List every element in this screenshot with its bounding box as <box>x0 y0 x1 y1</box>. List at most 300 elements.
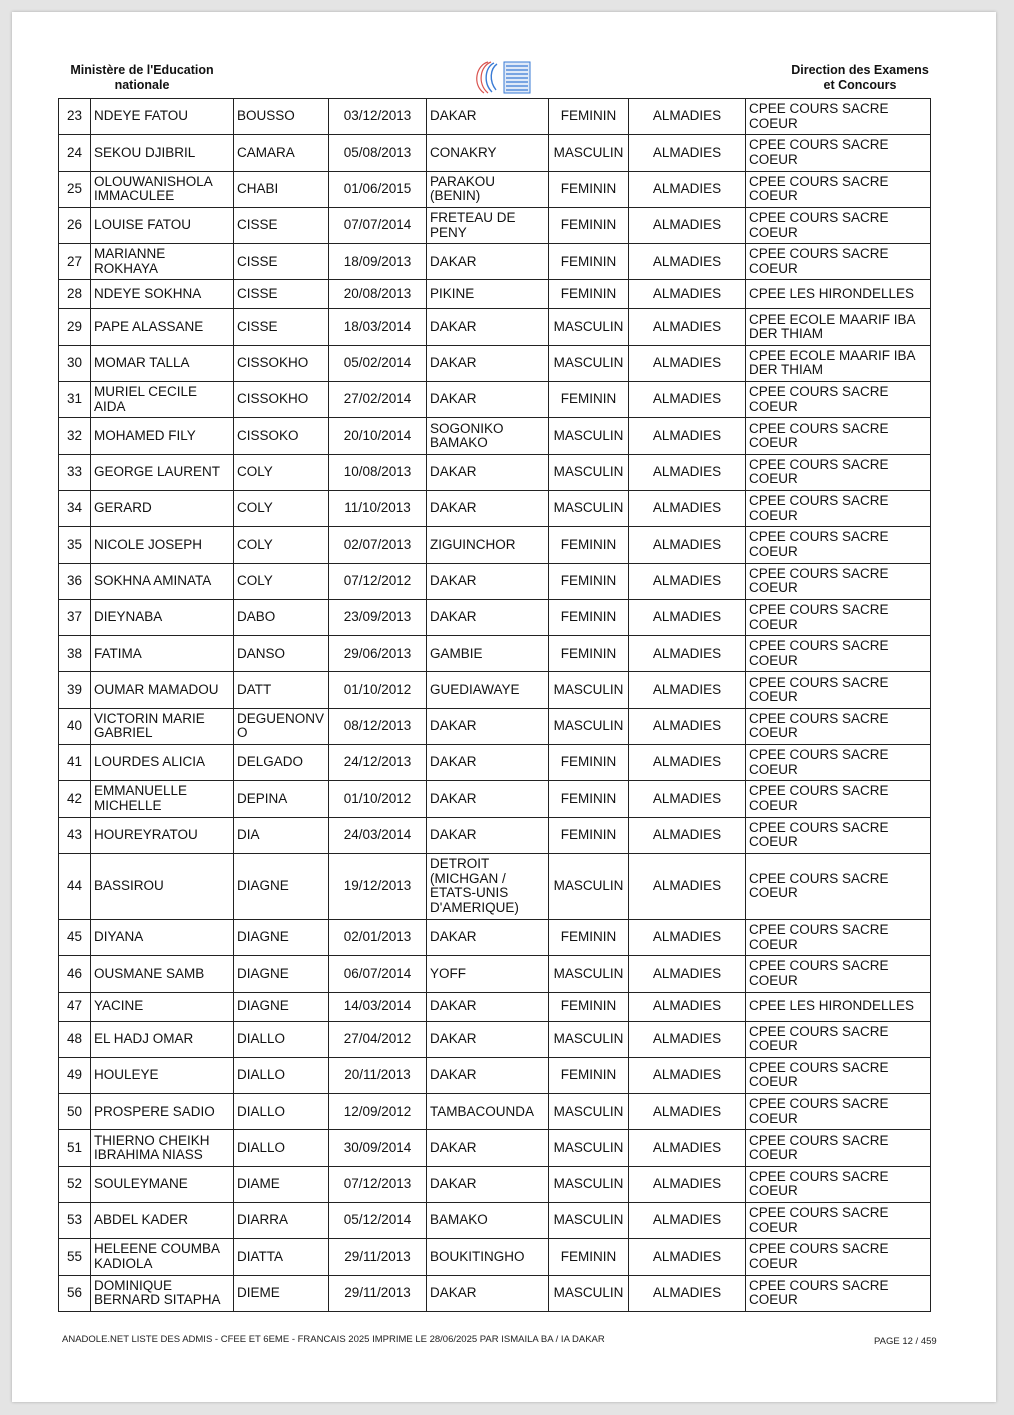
birth-date-cell: 11/10/2013 <box>329 490 427 526</box>
birth-date-cell: 24/03/2014 <box>329 817 427 853</box>
birth-date-cell: 27/04/2012 <box>329 1021 427 1057</box>
birth-place-cell: DAKAR <box>427 309 549 345</box>
gender-cell: FEMININ <box>549 244 629 280</box>
birth-place-cell: YOFF <box>427 956 549 992</box>
center-cell: ALMADIES <box>629 382 746 418</box>
gender-cell: MASCULIN <box>549 708 629 744</box>
first-name-cell: FATIMA <box>91 636 234 672</box>
center-cell: ALMADIES <box>629 636 746 672</box>
center-cell: ALMADIES <box>629 956 746 992</box>
gender-cell: MASCULIN <box>549 309 629 345</box>
ministry-logo-icon <box>464 59 534 95</box>
footer-print-info: ANADOLE.NET LISTE DES ADMIS - CFEE ET 6EME - FRANCAIS 2025 IMPRIME LE 28/06/2025 PAR ISMAILA BA / IA DAKAR <box>62 1334 605 1345</box>
row-number-cell: 37 <box>59 599 91 635</box>
center-cell: ALMADIES <box>629 490 746 526</box>
school-cell: CPEE COURS SACRE COEUR <box>746 781 931 817</box>
birth-place-cell: DAKAR <box>427 99 549 135</box>
birth-place-cell: DAKAR <box>427 382 549 418</box>
birth-place-cell: DAKAR <box>427 244 549 280</box>
center-cell: ALMADIES <box>629 1021 746 1057</box>
center-cell: ALMADIES <box>629 1166 746 1202</box>
birth-place-cell: DAKAR <box>427 745 549 781</box>
first-name-cell: NICOLE JOSEPH <box>91 527 234 563</box>
last-name-cell: COLY <box>234 454 329 490</box>
center-cell: ALMADIES <box>629 418 746 454</box>
school-cell: CPEE COURS SACRE COEUR <box>746 1094 931 1130</box>
row-number-cell: 44 <box>59 853 91 919</box>
last-name-cell: DIALLO <box>234 1021 329 1057</box>
first-name-cell: MARIANNE ROKHAYA <box>91 244 234 280</box>
birth-date-cell: 12/09/2012 <box>329 1094 427 1130</box>
table-row <box>59 1130 931 1166</box>
gender-cell: MASCULIN <box>549 454 629 490</box>
last-name-cell: CISSE <box>234 244 329 280</box>
row-number-cell: 41 <box>59 745 91 781</box>
last-name-cell: CISSE <box>234 207 329 243</box>
table-row <box>59 207 931 243</box>
table-row <box>59 599 931 635</box>
birth-date-cell: 29/11/2013 <box>329 1239 427 1275</box>
birth-place-cell: DAKAR <box>427 992 549 1021</box>
birth-date-cell: 01/10/2012 <box>329 672 427 708</box>
first-name-cell: MOMAR TALLA <box>91 345 234 381</box>
gender-cell: MASCULIN <box>549 672 629 708</box>
center-cell: ALMADIES <box>629 207 746 243</box>
last-name-cell: DATT <box>234 672 329 708</box>
school-cell: CPEE COURS SACRE COEUR <box>746 99 931 135</box>
admitted-students-table <box>58 98 931 1312</box>
last-name-cell: DIA <box>234 817 329 853</box>
birth-date-cell: 23/09/2013 <box>329 599 427 635</box>
row-number-cell: 51 <box>59 1130 91 1166</box>
table-row <box>59 1057 931 1093</box>
school-cell: CPEE COURS SACRE COEUR <box>746 636 931 672</box>
last-name-cell: DIAME <box>234 1166 329 1202</box>
table-row <box>59 345 931 381</box>
row-number-cell: 45 <box>59 919 91 955</box>
last-name-cell: CHABI <box>234 171 329 207</box>
gender-cell: FEMININ <box>549 599 629 635</box>
center-cell: ALMADIES <box>629 171 746 207</box>
first-name-cell: HOULEYE <box>91 1057 234 1093</box>
school-cell: CPEE COURS SACRE COEUR <box>746 418 931 454</box>
first-name-cell: HOUREYRATOU <box>91 817 234 853</box>
first-name-cell: NDEYE SOKHNA <box>91 280 234 309</box>
table-row <box>59 992 931 1021</box>
birth-place-cell: ZIGUINCHOR <box>427 527 549 563</box>
last-name-cell: CISSOKHO <box>234 345 329 381</box>
school-cell: CPEE COURS SACRE COEUR <box>746 817 931 853</box>
table-row <box>59 135 931 171</box>
school-cell: CPEE ECOLE MAARIF IBA DER THIAM <box>746 309 931 345</box>
table-row <box>59 382 931 418</box>
last-name-cell: COLY <box>234 563 329 599</box>
birth-date-cell: 01/06/2015 <box>329 171 427 207</box>
center-cell: ALMADIES <box>629 527 746 563</box>
gender-cell: FEMININ <box>549 99 629 135</box>
directorate-line-1: Direction des Examens <box>791 63 929 77</box>
row-number-cell: 27 <box>59 244 91 280</box>
gender-cell: MASCULIN <box>549 418 629 454</box>
row-number-cell: 29 <box>59 309 91 345</box>
birth-place-cell: PARAKOU (BENIN) <box>427 171 549 207</box>
table-row <box>59 919 931 955</box>
last-name-cell: DANSO <box>234 636 329 672</box>
center-cell: ALMADIES <box>629 454 746 490</box>
school-cell: CPEE COURS SACRE COEUR <box>746 454 931 490</box>
school-cell: CPEE COURS SACRE COEUR <box>746 244 931 280</box>
gender-cell: FEMININ <box>549 171 629 207</box>
table-row <box>59 1275 931 1311</box>
first-name-cell: ABDEL KADER <box>91 1203 234 1239</box>
school-cell: CPEE COURS SACRE COEUR <box>746 207 931 243</box>
row-number-cell: 35 <box>59 527 91 563</box>
ministry-line-1: Ministère de l'Education <box>70 63 214 77</box>
last-name-cell: BOUSSO <box>234 99 329 135</box>
birth-date-cell: 18/09/2013 <box>329 244 427 280</box>
gender-cell: MASCULIN <box>549 1094 629 1130</box>
birth-date-cell: 05/08/2013 <box>329 135 427 171</box>
center-cell: ALMADIES <box>629 853 746 919</box>
school-cell: CPEE COURS SACRE COEUR <box>746 745 931 781</box>
birth-date-cell: 20/08/2013 <box>329 280 427 309</box>
birth-place-cell: DAKAR <box>427 1130 549 1166</box>
row-number-cell: 48 <box>59 1021 91 1057</box>
first-name-cell: PROSPERE SADIO <box>91 1094 234 1130</box>
birth-place-cell: DAKAR <box>427 708 549 744</box>
last-name-cell: DIAGNE <box>234 992 329 1021</box>
gender-cell: MASCULIN <box>549 853 629 919</box>
school-cell: CPEE COURS SACRE COEUR <box>746 1239 931 1275</box>
table-row <box>59 309 931 345</box>
gender-cell: MASCULIN <box>549 1203 629 1239</box>
first-name-cell: EMMANUELLE MICHELLE <box>91 781 234 817</box>
table-row <box>59 745 931 781</box>
birth-place-cell: DAKAR <box>427 1275 549 1311</box>
row-number-cell: 31 <box>59 382 91 418</box>
last-name-cell: DEGUENONV O <box>234 708 329 744</box>
table-row <box>59 1166 931 1202</box>
table-row <box>59 956 931 992</box>
birth-place-cell: BOUKITINGHO <box>427 1239 549 1275</box>
birth-place-cell: GUEDIAWAYE <box>427 672 549 708</box>
table-row <box>59 99 931 135</box>
school-cell: CPEE COURS SACRE COEUR <box>746 382 931 418</box>
school-cell: CPEE COURS SACRE COEUR <box>746 919 931 955</box>
birth-date-cell: 05/12/2014 <box>329 1203 427 1239</box>
gender-cell: FEMININ <box>549 781 629 817</box>
center-cell: ALMADIES <box>629 280 746 309</box>
row-number-cell: 36 <box>59 563 91 599</box>
first-name-cell: MOHAMED FILY <box>91 418 234 454</box>
school-cell: CPEE COURS SACRE COEUR <box>746 672 931 708</box>
last-name-cell: DIALLO <box>234 1094 329 1130</box>
first-name-cell: OLOUWANISHOLA IMMACULEE <box>91 171 234 207</box>
row-number-cell: 43 <box>59 817 91 853</box>
birth-place-cell: BAMAKO <box>427 1203 549 1239</box>
first-name-cell: GERARD <box>91 490 234 526</box>
row-number-cell: 49 <box>59 1057 91 1093</box>
center-cell: ALMADIES <box>629 563 746 599</box>
school-cell: CPEE COURS SACRE COEUR <box>746 490 931 526</box>
center-cell: ALMADIES <box>629 708 746 744</box>
last-name-cell: DIAGNE <box>234 853 329 919</box>
center-cell: ALMADIES <box>629 1203 746 1239</box>
table-row <box>59 454 931 490</box>
school-cell: CPEE COURS SACRE COEUR <box>746 853 931 919</box>
center-cell: ALMADIES <box>629 345 746 381</box>
first-name-cell: DIEYNABA <box>91 599 234 635</box>
gender-cell: MASCULIN <box>549 1166 629 1202</box>
gender-cell: FEMININ <box>549 382 629 418</box>
table-row <box>59 708 931 744</box>
school-cell: CPEE LES HIRONDELLES <box>746 992 931 1021</box>
birth-place-cell: TAMBACOUNDA <box>427 1094 549 1130</box>
school-cell: CPEE LES HIRONDELLES <box>746 280 931 309</box>
table-row <box>59 672 931 708</box>
last-name-cell: DIAGNE <box>234 919 329 955</box>
school-cell: CPEE COURS SACRE COEUR <box>746 1203 931 1239</box>
first-name-cell: DIYANA <box>91 919 234 955</box>
table-row <box>59 853 931 919</box>
gender-cell: FEMININ <box>549 563 629 599</box>
directorate-line-2: et Concours <box>823 78 897 92</box>
gender-cell: FEMININ <box>549 207 629 243</box>
first-name-cell: SEKOU DJIBRIL <box>91 135 234 171</box>
school-cell: CPEE COURS SACRE COEUR <box>746 708 931 744</box>
gender-cell: FEMININ <box>549 919 629 955</box>
first-name-cell: LOUISE FATOU <box>91 207 234 243</box>
birth-place-cell: DAKAR <box>427 1021 549 1057</box>
last-name-cell: CISSE <box>234 280 329 309</box>
center-cell: ALMADIES <box>629 919 746 955</box>
birth-place-cell: DAKAR <box>427 563 549 599</box>
first-name-cell: VICTORIN MARIE GABRIEL <box>91 708 234 744</box>
birth-place-cell: DAKAR <box>427 599 549 635</box>
gender-cell: FEMININ <box>549 992 629 1021</box>
row-number-cell: 39 <box>59 672 91 708</box>
school-cell: CPEE COURS SACRE COEUR <box>746 171 931 207</box>
birth-place-cell: CONAKRY <box>427 135 549 171</box>
row-number-cell: 25 <box>59 171 91 207</box>
center-cell: ALMADIES <box>629 817 746 853</box>
table-row <box>59 171 931 207</box>
birth-place-cell: DAKAR <box>427 817 549 853</box>
birth-date-cell: 29/11/2013 <box>329 1275 427 1311</box>
row-number-cell: 47 <box>59 992 91 1021</box>
first-name-cell: GEORGE LAURENT <box>91 454 234 490</box>
gender-cell: MASCULIN <box>549 135 629 171</box>
school-cell: CPEE COURS SACRE COEUR <box>746 1057 931 1093</box>
table-row <box>59 527 931 563</box>
center-cell: ALMADIES <box>629 745 746 781</box>
center-cell: ALMADIES <box>629 781 746 817</box>
first-name-cell: LOURDES ALICIA <box>91 745 234 781</box>
birth-date-cell: 03/12/2013 <box>329 99 427 135</box>
gender-cell: FEMININ <box>549 1239 629 1275</box>
birth-place-cell: FRETEAU DE PENY <box>427 207 549 243</box>
first-name-cell: BASSIROU <box>91 853 234 919</box>
row-number-cell: 26 <box>59 207 91 243</box>
school-cell: CPEE COURS SACRE COEUR <box>746 1130 931 1166</box>
birth-place-cell: GAMBIE <box>427 636 549 672</box>
center-cell: ALMADIES <box>629 135 746 171</box>
birth-date-cell: 24/12/2013 <box>329 745 427 781</box>
gender-cell: FEMININ <box>549 280 629 309</box>
center-cell: ALMADIES <box>629 309 746 345</box>
gender-cell: FEMININ <box>549 1057 629 1093</box>
table-row <box>59 563 931 599</box>
birth-date-cell: 20/11/2013 <box>329 1057 427 1093</box>
row-number-cell: 42 <box>59 781 91 817</box>
last-name-cell: COLY <box>234 527 329 563</box>
first-name-cell: NDEYE FATOU <box>91 99 234 135</box>
birth-place-cell: DETROIT (MICHGAN / ETATS-UNIS D'AMERIQUE) <box>427 853 549 919</box>
gender-cell: MASCULIN <box>549 1021 629 1057</box>
table-row <box>59 418 931 454</box>
birth-date-cell: 07/07/2014 <box>329 207 427 243</box>
first-name-cell: SOKHNA AMINATA <box>91 563 234 599</box>
last-name-cell: DABO <box>234 599 329 635</box>
birth-place-cell: DAKAR <box>427 1166 549 1202</box>
birth-place-cell: DAKAR <box>427 919 549 955</box>
last-name-cell: CISSOKHO <box>234 382 329 418</box>
birth-place-cell: DAKAR <box>427 490 549 526</box>
birth-place-cell: DAKAR <box>427 781 549 817</box>
row-number-cell: 56 <box>59 1275 91 1311</box>
gender-cell: FEMININ <box>549 636 629 672</box>
last-name-cell: DIAGNE <box>234 956 329 992</box>
last-name-cell: DIALLO <box>234 1130 329 1166</box>
birth-date-cell: 29/06/2013 <box>329 636 427 672</box>
birth-date-cell: 20/10/2014 <box>329 418 427 454</box>
table-body <box>59 99 931 1312</box>
row-number-cell: 28 <box>59 280 91 309</box>
center-cell: ALMADIES <box>629 992 746 1021</box>
birth-date-cell: 08/12/2013 <box>329 708 427 744</box>
birth-date-cell: 05/02/2014 <box>329 345 427 381</box>
row-number-cell: 50 <box>59 1094 91 1130</box>
center-cell: ALMADIES <box>629 1057 746 1093</box>
ministry-line-2: nationale <box>114 78 170 92</box>
gender-cell: MASCULIN <box>549 1130 629 1166</box>
birth-date-cell: 10/08/2013 <box>329 454 427 490</box>
first-name-cell: OUMAR MAMADOU <box>91 672 234 708</box>
first-name-cell: PAPE ALASSANE <box>91 309 234 345</box>
center-cell: ALMADIES <box>629 1239 746 1275</box>
last-name-cell: DIATTA <box>234 1239 329 1275</box>
birth-date-cell: 06/07/2014 <box>329 956 427 992</box>
row-number-cell: 46 <box>59 956 91 992</box>
row-number-cell: 40 <box>59 708 91 744</box>
gender-cell: MASCULIN <box>549 956 629 992</box>
school-cell: CPEE ECOLE MAARIF IBA DER THIAM <box>746 345 931 381</box>
first-name-cell: YACINE <box>91 992 234 1021</box>
center-cell: ALMADIES <box>629 1094 746 1130</box>
table-row <box>59 1094 931 1130</box>
row-number-cell: 32 <box>59 418 91 454</box>
birth-date-cell: 02/01/2013 <box>329 919 427 955</box>
page-number: PAGE 12 / 459 <box>874 1336 937 1347</box>
last-name-cell: DIARRA <box>234 1203 329 1239</box>
birth-date-cell: 30/09/2014 <box>329 1130 427 1166</box>
row-number-cell: 55 <box>59 1239 91 1275</box>
birth-place-cell: DAKAR <box>427 1057 549 1093</box>
table-row <box>59 1203 931 1239</box>
center-cell: ALMADIES <box>629 672 746 708</box>
gender-cell: FEMININ <box>549 817 629 853</box>
row-number-cell: 33 <box>59 454 91 490</box>
last-name-cell: DELGADO <box>234 745 329 781</box>
gender-cell: FEMININ <box>549 527 629 563</box>
table-row <box>59 817 931 853</box>
last-name-cell: CISSE <box>234 309 329 345</box>
last-name-cell: CAMARA <box>234 135 329 171</box>
center-cell: ALMADIES <box>629 599 746 635</box>
birth-date-cell: 07/12/2012 <box>329 563 427 599</box>
school-cell: CPEE COURS SACRE COEUR <box>746 527 931 563</box>
gender-cell: MASCULIN <box>549 1275 629 1311</box>
school-cell: CPEE COURS SACRE COEUR <box>746 1021 931 1057</box>
first-name-cell: OUSMANE SAMB <box>91 956 234 992</box>
school-cell: CPEE COURS SACRE COEUR <box>746 135 931 171</box>
center-cell: ALMADIES <box>629 1275 746 1311</box>
birth-place-cell: DAKAR <box>427 454 549 490</box>
first-name-cell: DOMINIQUE BERNARD SITAPHA <box>91 1275 234 1311</box>
table-row <box>59 244 931 280</box>
last-name-cell: DEPINA <box>234 781 329 817</box>
directorate-header <box>780 63 940 93</box>
school-cell: CPEE COURS SACRE COEUR <box>746 956 931 992</box>
center-cell: ALMADIES <box>629 1130 746 1166</box>
birth-place-cell: PIKINE <box>427 280 549 309</box>
last-name-cell: DIALLO <box>234 1057 329 1093</box>
row-number-cell: 34 <box>59 490 91 526</box>
row-number-cell: 52 <box>59 1166 91 1202</box>
school-cell: CPEE COURS SACRE COEUR <box>746 563 931 599</box>
row-number-cell: 38 <box>59 636 91 672</box>
birth-date-cell: 19/12/2013 <box>329 853 427 919</box>
gender-cell: MASCULIN <box>549 490 629 526</box>
document-page <box>12 12 996 1402</box>
gender-cell: MASCULIN <box>549 345 629 381</box>
first-name-cell: EL HADJ OMAR <box>91 1021 234 1057</box>
table-row <box>59 636 931 672</box>
school-cell: CPEE COURS SACRE COEUR <box>746 1166 931 1202</box>
first-name-cell: SOULEYMANE <box>91 1166 234 1202</box>
row-number-cell: 53 <box>59 1203 91 1239</box>
table-row <box>59 280 931 309</box>
last-name-cell: DIEME <box>234 1275 329 1311</box>
table-row <box>59 781 931 817</box>
birth-date-cell: 14/03/2014 <box>329 992 427 1021</box>
birth-place-cell: DAKAR <box>427 345 549 381</box>
birth-date-cell: 18/03/2014 <box>329 309 427 345</box>
first-name-cell: MURIEL CECILE AIDA <box>91 382 234 418</box>
last-name-cell: CISSOKO <box>234 418 329 454</box>
ministry-header <box>62 63 222 93</box>
school-cell: CPEE COURS SACRE COEUR <box>746 599 931 635</box>
row-number-cell: 23 <box>59 99 91 135</box>
row-number-cell: 24 <box>59 135 91 171</box>
row-number-cell: 30 <box>59 345 91 381</box>
first-name-cell: THIERNO CHEIKH IBRAHIMA NIASS <box>91 1130 234 1166</box>
birth-date-cell: 27/02/2014 <box>329 382 427 418</box>
gender-cell: FEMININ <box>549 745 629 781</box>
birth-date-cell: 02/07/2013 <box>329 527 427 563</box>
birth-date-cell: 01/10/2012 <box>329 781 427 817</box>
table-row <box>59 1021 931 1057</box>
